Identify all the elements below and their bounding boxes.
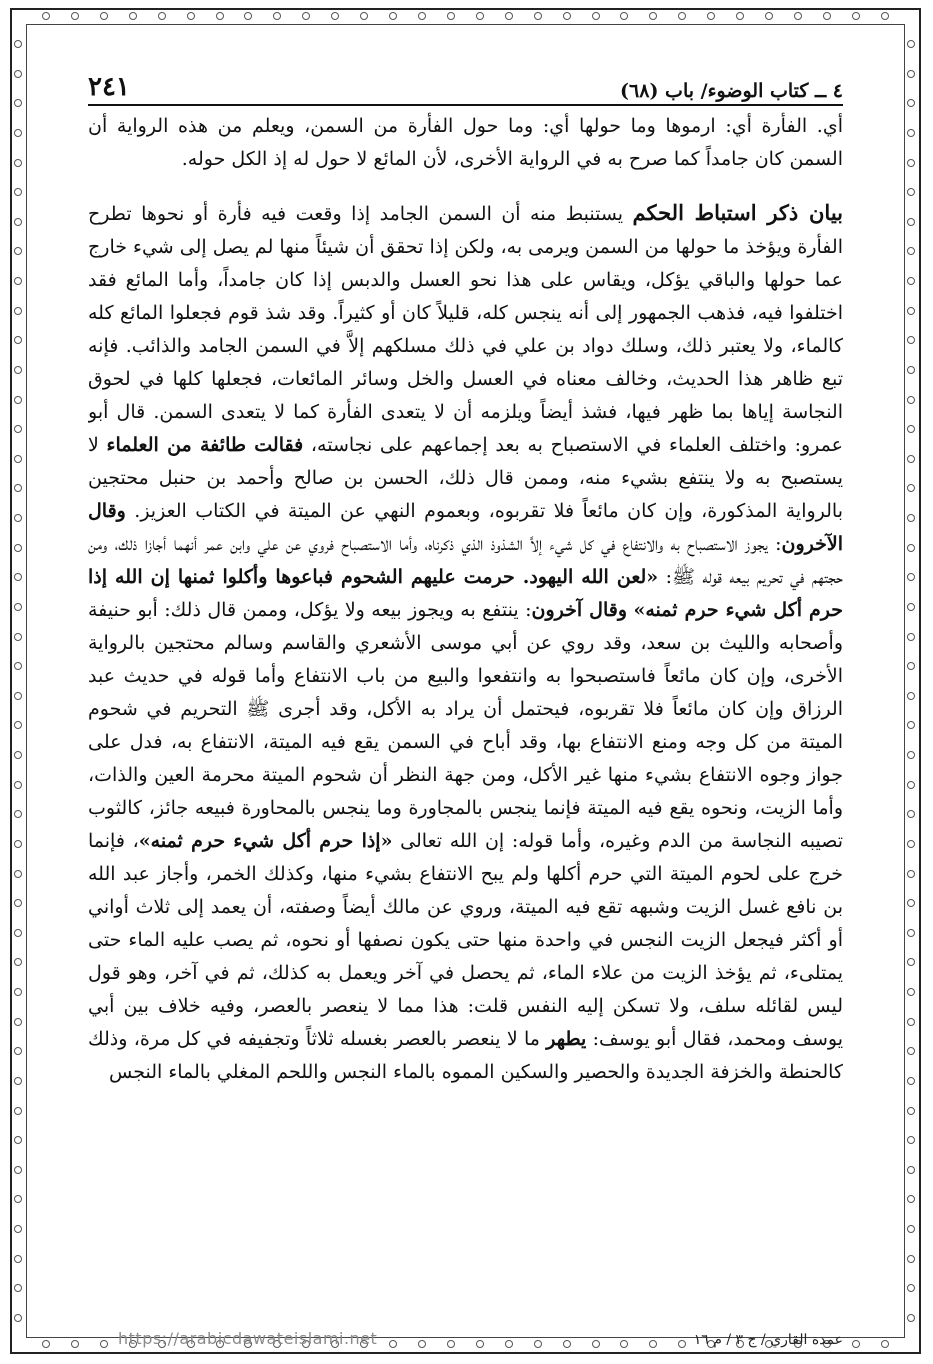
body-text (88, 110, 843, 1322)
ornament-dot (907, 1314, 915, 1322)
ornament-dot (907, 870, 915, 878)
ornament-dot (14, 870, 22, 878)
ornament-dot (14, 99, 22, 107)
ornament-dot (14, 781, 22, 789)
ornament-dot (14, 40, 22, 48)
ornament-dot (14, 751, 22, 759)
ornament-dot (14, 159, 22, 167)
ornament-dot (14, 484, 22, 492)
running-head: ٤ ــ كتاب الوضوء/ باب (٦٨) (620, 80, 843, 102)
ornament-dot (907, 455, 915, 463)
ornament-dot (476, 12, 484, 20)
ornament-dot (907, 662, 915, 670)
ornament-dot (907, 425, 915, 433)
ornament-dot (14, 603, 22, 611)
ornament-dot (907, 1018, 915, 1026)
ornament-dot (907, 366, 915, 374)
ornament-dot (273, 12, 281, 20)
emphasis-text: وقال الآخرون (88, 500, 843, 555)
text-run: لا يستصبح به ولا ينتفع بشيء منه، وممن قال ذلك، الحسن بن صالح وأحمد بن حنبل محتجين بالرواية المذكورة، وإن كان مائعاً فلا تقربوه، وبعموم النهي عن الميتة في الكتاب العزيز. (88, 434, 843, 522)
ornament-dot (14, 455, 22, 463)
ornament-dot (14, 1018, 22, 1026)
ornament-dot (42, 1340, 50, 1348)
ornament-dot (907, 751, 915, 759)
ornament-dot (907, 484, 915, 492)
ornament-dot (14, 1284, 22, 1292)
ornament-dot (389, 12, 397, 20)
ornament-dot (14, 810, 22, 818)
ornament-dot (14, 840, 22, 848)
ornament-dot (907, 277, 915, 285)
ornament-dot (765, 12, 773, 20)
page-footer (88, 1324, 843, 1350)
emphasis-text: بيان ذكر استباط الحكم (632, 200, 843, 225)
ornament-dot (907, 692, 915, 700)
ornament-dot (907, 188, 915, 196)
ornament-dot (158, 12, 166, 20)
ornament-dot (852, 12, 860, 20)
page-header (88, 64, 843, 102)
footer-reference: عمدة القاري / ج ٣ / م ١٦ (693, 1332, 843, 1348)
ornament-dot (302, 12, 310, 20)
top-ornament (42, 12, 889, 22)
emphasis-text: وقال آخرون (531, 599, 628, 621)
ornament-dot (707, 12, 715, 20)
paragraph (88, 110, 843, 176)
ornament-dot (620, 12, 628, 20)
ornament-dot (823, 12, 831, 20)
ornament-dot (907, 336, 915, 344)
text-run: ما لا ينعصر بالعصر بغسله ثلاثاً وتجفيفه في كل مرة، وذلك كالحنطة والخزفة الجديدة والحصير والسكين المموه بالماء النجس واللحم المغلي بالماء النجس (88, 1028, 843, 1083)
ornament-dot (534, 12, 542, 20)
ornament-dot (907, 1166, 915, 1174)
ornament-dot (907, 899, 915, 907)
ornament-dot (907, 159, 915, 167)
ornament-dot (563, 12, 571, 20)
ornament-dot (907, 1047, 915, 1055)
text-run: يستنبط منه أن السمن الجامد إذا وقعت فيه فأرة أو نحوها تطرح الفأرة ويؤخذ ما حولها من السمن ويرمى به، ولكن إذا تحقق أن شيئاً منها لم يصل إلى شيء خارج عما حولها والباقي يؤكل، ويقاس على هذا نحو العسل والدبس إذا كان جامداً، وأما المائع فقد اختلفوا فيه، فذهب الجمهور إلى أنه ينجس كله، قليلاً كان أو كثيراً. وقد شذ قوم فجعلوا المائع كله كالماء، ولا يعتبر ذلك، وسلك دواد بن علي في ذلك مسلكهم إلاَّ في السمن الجامد والذائب. فإنه تبع ظاهر هذا الحديث، وخالف معناه في العسل والخل وسائر المائعات، فجعلها كلها في لحوق النجاسة إياها بما ظهر فيها، فشذ أيضاً ويلزمه أن لا يتعدى الفأرة كما لا يتعدى السمن. قال أبو عمرو: واختلف العلماء في الاستصباح به بعد إجماعهم على نجاسته، (88, 203, 843, 456)
ornament-dot (14, 573, 22, 581)
ornament-dot (14, 129, 22, 137)
ornament-dot (14, 188, 22, 196)
ornament-dot (505, 12, 513, 20)
ornament-dot (331, 12, 339, 20)
emphasis-text: فقالت طائفة من العلماء (106, 434, 304, 456)
ornament-dot (794, 12, 802, 20)
ornament-dot (418, 12, 426, 20)
ornament-dot (360, 12, 368, 20)
ornament-dot (852, 1340, 860, 1348)
emphasis-text: «لعن الله اليهود. حرمت عليهم الشحوم فباعوها وأكلوا ثمنها إن الله إذا حرم أكل شيء حرم ثمنه» (88, 566, 843, 621)
page-number: ٢٤١ (88, 72, 130, 102)
emphasis-text: «إذا حرم أكل شيء حرم ثمنه» (138, 830, 393, 852)
ornament-dot (187, 12, 195, 20)
ornament-dot (14, 1314, 22, 1322)
ornament-dot (907, 1136, 915, 1144)
ornament-dot (100, 12, 108, 20)
ornament-dot (14, 1077, 22, 1085)
left-ornament (14, 40, 24, 1322)
ornament-dot (14, 366, 22, 374)
ornament-dot (907, 544, 915, 552)
ornament-dot (907, 99, 915, 107)
ornament-dot (907, 307, 915, 315)
text-run: : ينتفع به ويجوز بيعه ولا يؤكل، وممن قال ذلك: أبو حنيفة وأصحابه والليث بن سعد، وقد روي عن أبي موسى الأشعري والقاسم وسالم محتجين بالرواية الأخرى، وإن كان مائعاً فاستصبحوا به وانتفعوا والبيع من باب الانتفاع وأما قوله في حديث عبد الرزاق وإن كان مائعاً فلا تقربوه، فيحتمل أن يراد به الأكل، وقد أجرى ﷺ التحريم في شحوم الميتة من كل وجه ومنع الانتفاع بها، وقد أباح في السمن يقع فيه الميتة، الانتفاع به، فدل على جواز وجوه الانتفاع بشيء منها غير الأكل، ومن جهة النظر أن شحوم الميتة محرمة العين والذات، وأما الزيت، ونحوه يقع فيه الميتة فإنما ينجس بالمجاورة وما ينجس بالمحاورة فبيعه جائز، كالثوب تصيبه النجاسة من الدم وغيره، وأما قوله: إن الله تعالى (88, 599, 843, 852)
ornament-dot (907, 1284, 915, 1292)
ornament-dot (907, 781, 915, 789)
ornament-dot (14, 1195, 22, 1203)
ornament-dot (129, 12, 137, 20)
ornament-dot (907, 840, 915, 848)
ornament-dot (14, 544, 22, 552)
ornament-dot (71, 12, 79, 20)
ornament-dot (592, 12, 600, 20)
ornament-dot (907, 721, 915, 729)
emphasis-text: يطهر (546, 1028, 587, 1050)
ornament-dot (14, 988, 22, 996)
ornament-dot (14, 425, 22, 433)
ornament-dot (244, 12, 252, 20)
right-ornament (907, 40, 917, 1322)
ornament-dot (678, 12, 686, 20)
ornament-dot (907, 1255, 915, 1263)
ornament-dot (14, 514, 22, 522)
ornament-dot (14, 218, 22, 226)
ornament-dot (14, 633, 22, 641)
ornament-dot (14, 958, 22, 966)
ornament-dot (907, 218, 915, 226)
ornament-dot (14, 1255, 22, 1263)
ornament-dot (14, 1047, 22, 1055)
watermark: https://arabicdawateislami.net (118, 1329, 378, 1348)
ornament-dot (881, 12, 889, 20)
ornament-dot (907, 396, 915, 404)
ornament-dot (14, 1136, 22, 1144)
ornament-dot (907, 810, 915, 818)
ornament-dot (14, 1166, 22, 1174)
ornament-dot (907, 514, 915, 522)
ornament-dot (907, 70, 915, 78)
ornament-dot (42, 12, 50, 20)
ornament-dot (14, 277, 22, 285)
ornament-dot (907, 40, 915, 48)
ornament-dot (907, 603, 915, 611)
ornament-dot (907, 929, 915, 937)
ornament-dot (14, 336, 22, 344)
ornament-dot (14, 247, 22, 255)
ornament-dot (14, 899, 22, 907)
ornament-dot (14, 692, 22, 700)
paragraph (88, 196, 843, 1089)
ornament-dot (71, 1340, 79, 1348)
ornament-dot (14, 1225, 22, 1233)
ornament-dot (907, 129, 915, 137)
ornament-dot (14, 929, 22, 937)
ornament-dot (907, 1107, 915, 1115)
text-run: ، فإنما خرج على لحوم الميتة التي حرم أكلها ولم يبح الانتفاع بشيء منها، وكذلك الخمر، وأجاز عبد الله بن نافع غسل الزيت وشبهه تقع فيه الميتة، وروي عن مالك أيضاً وصفته، أن يعمد إلى ثلاث أواني أو أكثر فيجعل الزيت النجس في واحدة منها حتى يكون نصفها أو نحوه، ثم يصب عليه الماء حتى يمتلىء، ثم يؤخذ الزيت من علاء الماء، ثم يحصل في آخر ويعمل به كذلك، ثم في آخر، وهو قول ليس لقائله سلف، ولا تسكن إليه النفس قلت: هذا مما لا ينعصر بالعصر، وفيه خلاف بين أبي يوسف ومحمد، فقال أبو يوسف: (88, 830, 843, 1050)
ornament-dot (907, 573, 915, 581)
ornament-dot (881, 1340, 889, 1348)
ornament-dot (907, 1195, 915, 1203)
ornament-dot (907, 988, 915, 996)
ornament-dot (14, 70, 22, 78)
ornament-dot (14, 721, 22, 729)
ornament-dot (14, 396, 22, 404)
ornament-dot (216, 12, 224, 20)
ornament-dot (907, 958, 915, 966)
ornament-dot (907, 1077, 915, 1085)
text-run: : يجوز الاستصباح به والانتفاع في كل شيء إلاَّ الشذوذ الذي ذكرناه، وأما الاستصباح فروي عن علي وابن عمر أنهما أجازا ذلك، ومن حجتهم في تحريم بيعه قوله ﷺ: (88, 533, 843, 588)
ornament-dot (907, 1225, 915, 1233)
header-rule (88, 104, 843, 106)
ornament-dot (14, 307, 22, 315)
ornament-dot (649, 12, 657, 20)
ornament-dot (14, 1107, 22, 1115)
ornament-dot (907, 633, 915, 641)
ornament-dot (14, 662, 22, 670)
ornament-dot (736, 12, 744, 20)
ornament-dot (907, 247, 915, 255)
ornament-dot (447, 12, 455, 20)
text-run: أي. الفأرة أي: ارموها وما حولها أي: وما حول الفأرة من السمن، ويعلم من هذه الرواية أن السمن كان جامداً كما صرح به في الرواية الأخرى، لأن المائع لا حول له إذ الكل حوله. (88, 115, 843, 170)
